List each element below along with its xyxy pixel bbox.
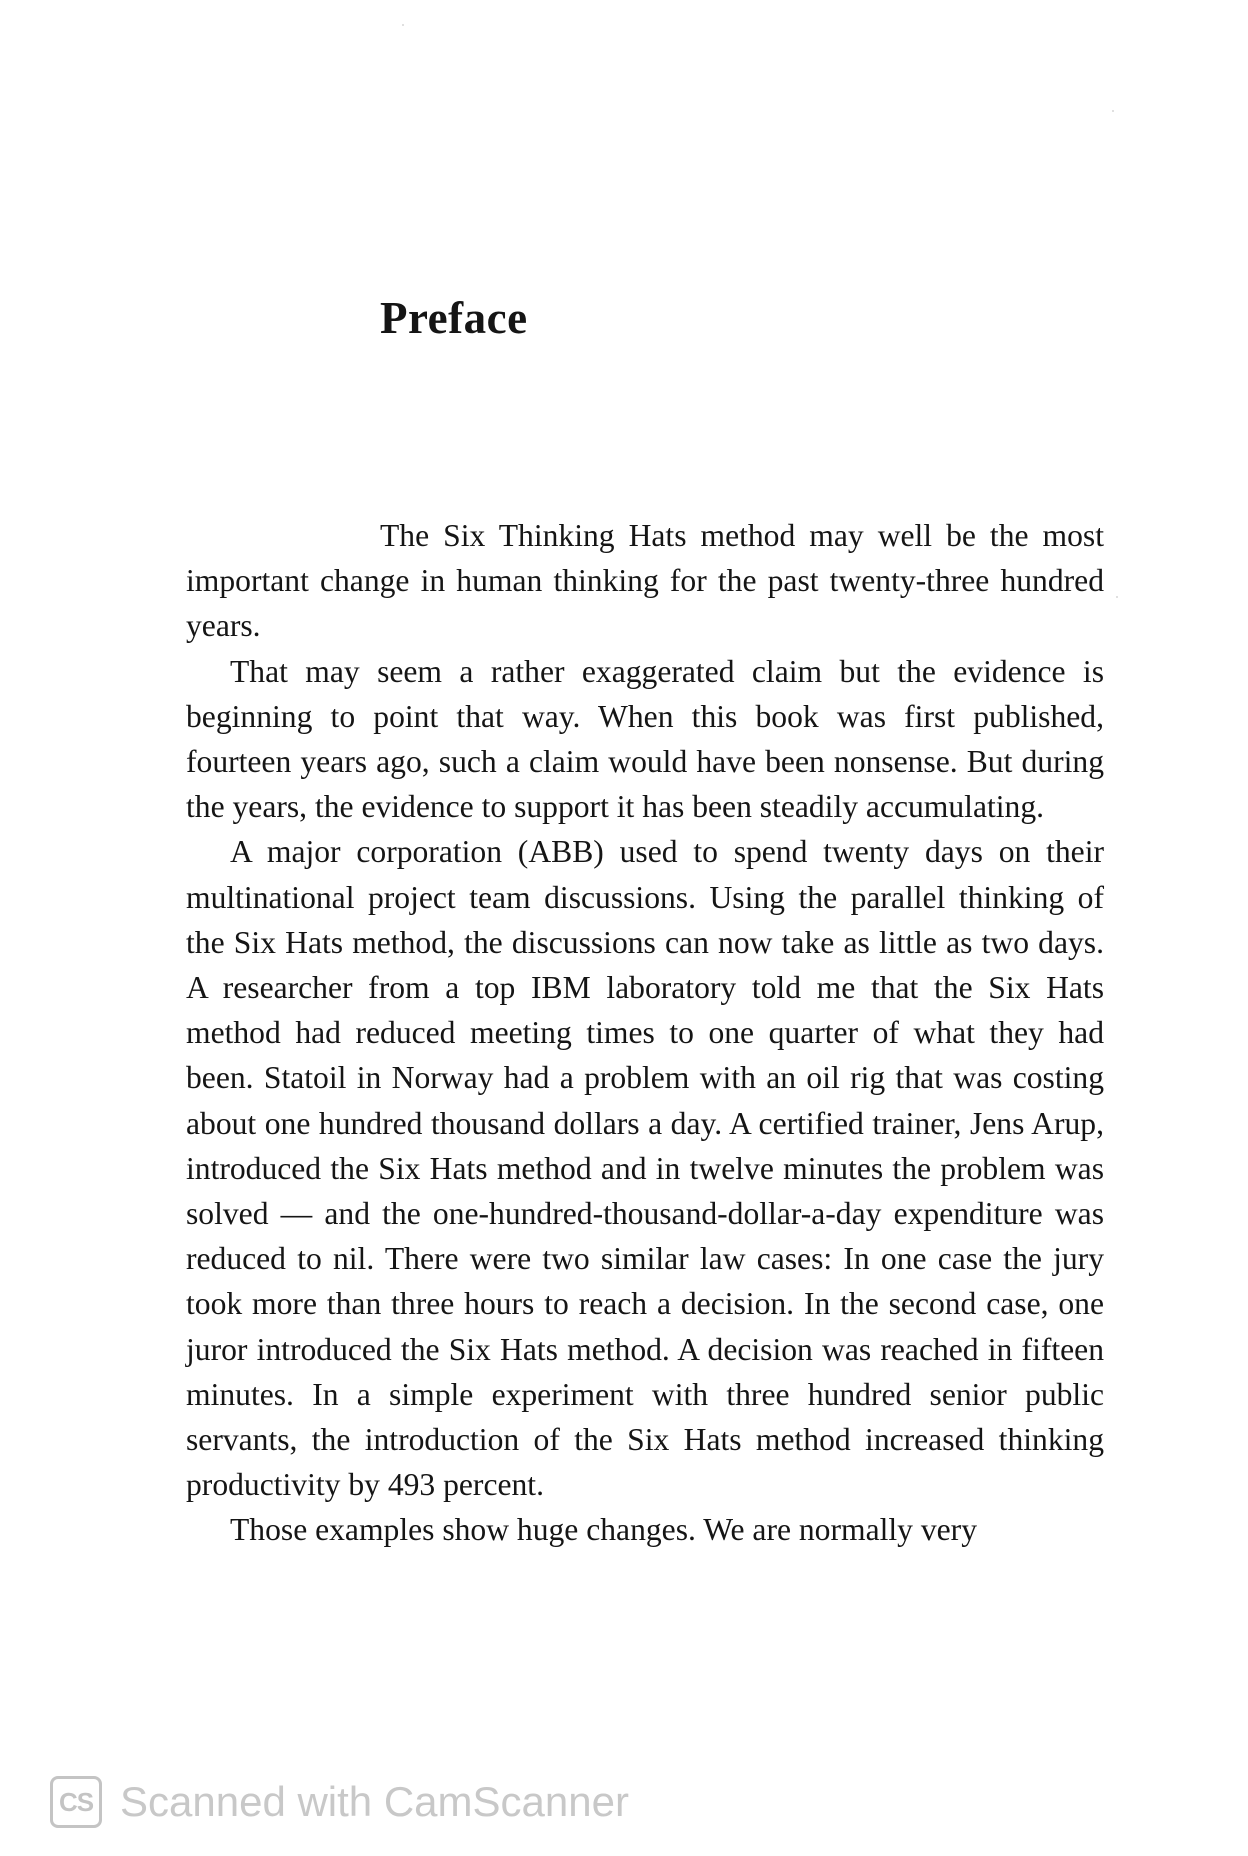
camscanner-logo-icon: CS [50, 1776, 102, 1828]
camscanner-watermark [50, 1772, 629, 1832]
paragraph-4: Those examples show huge changes. We are normally very [230, 1512, 977, 1548]
scan-speck [402, 24, 404, 26]
body-text [186, 513, 1104, 1553]
paragraph-3: A major corporation (ABB) used to spend twenty days on their multinational project team discussions. Using the parallel thinking of the Six Hats method, the discussions can now take as little as two days. A researcher from a top IBM laboratory told me that the Six Hats method had reduced meeting times to one quarter of what they had been. Statoil in Norway had a problem with an oil rig that was costing about one hundred thousand dollars a day. A certified trainer, Jens Arup, introduced the Six Hats method and in twelve minutes the problem was solved — and the one-hundred-thousand-dollar-a-day expenditure was reduced to nil. There were two similar law cases: In one case the jury took more than three hours to reach a decision. In the second case, one juror introduced the Six Hats method. A decision was reached in fifteen minutes. In a simple experiment with three hundred senior public servants, the introduction of the Six Hats method increased thinking productivity by 493 percent. [186, 834, 1104, 1503]
scan-speck [1112, 110, 1114, 112]
paragraph-2: That may seem a rather exaggerated claim but the evidence is beginning to point that way. When this book was first published, fourteen years ago, such a claim would have been nonsense. But during the years, the evidence to support it has been steadily accumulating. [186, 653, 1104, 825]
watermark-text: Scanned with CamScanner [120, 1778, 629, 1825]
scan-speck [1116, 596, 1118, 598]
paragraph-1: The Six Thinking Hats method may well be the most important change in human thinking for the past twenty-three hundred years. [186, 518, 1104, 644]
page-heading: Preface [380, 293, 528, 343]
